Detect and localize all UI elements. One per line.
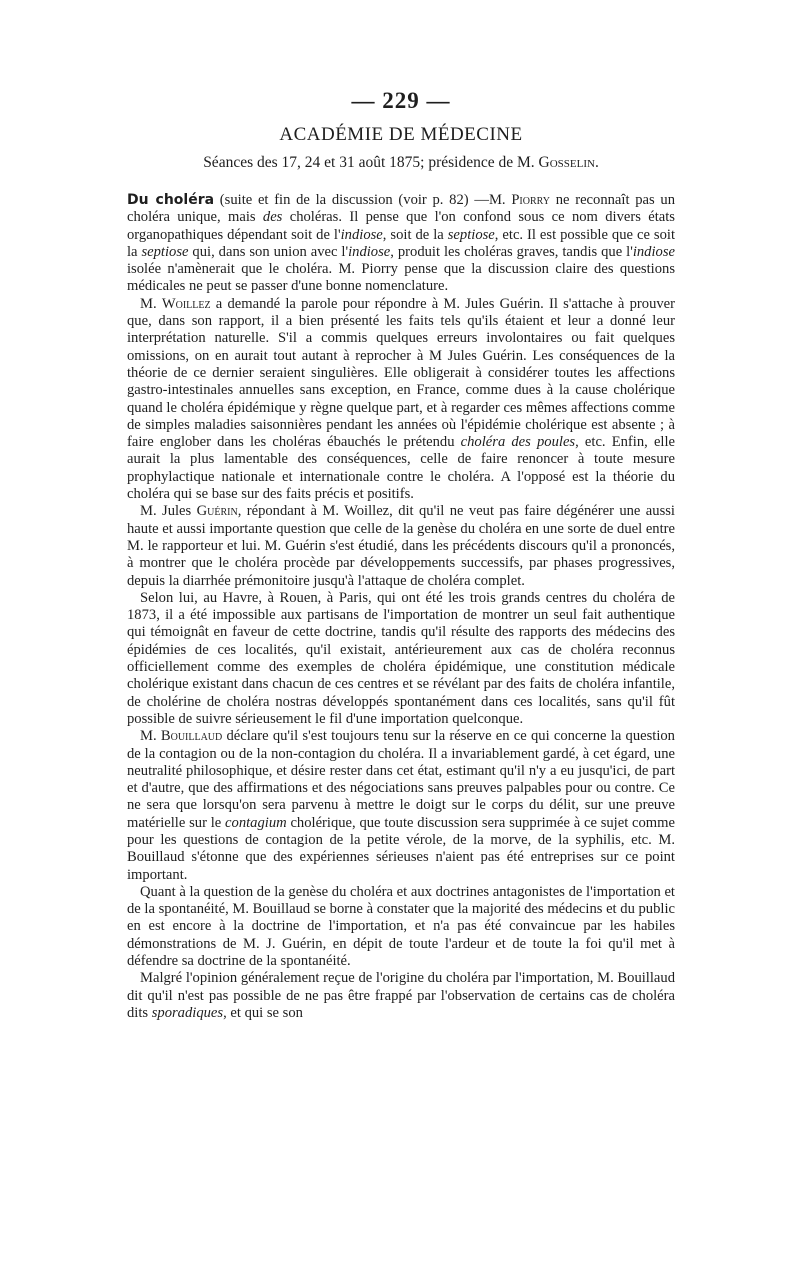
sessions-prefix: Séances des 17, 24 et 31 août 1875; présidence de M. [203,154,539,171]
italic-term: septiose [447,226,495,243]
text-run: M. [140,295,162,312]
text-run: , etc. Enfin, elle aurait la plus lamentable des conséquences, celle de faire renoncer à toute mesure prophylactique nationale et internationale contre le choléra. A l'opposé est la théorie du choléra qui se base sur des faits précis et positifs. [127,434,676,503]
paragraph-guerin [127,503,675,589]
speaker-name: Bouillaud [160,728,223,745]
italic-term: indiose [348,243,391,260]
text-run: isolée n'amènerait que le choléra. M. Piorry pense que la discussion claire des questions médicales ne peut se passer d'une bonne nomenclature. [127,261,675,295]
paragraph-genese: Quant à la question de la genèse du choléra et aux doctrines antagonistes de l'importation et de la spontanéité, M. Bouillaud se borne à constater que la majorité des médecins et du public en est encore à la doctrine de l'importation, et n'a pas été convaincue par les habiles démonstrations de M. J. Guérin, en dépit de toute l'ardeur et de toute la foi qu'il met à défendre sa doctrine de la spontanéité. [127,883,675,970]
sessions-suffix: . [594,154,599,171]
speaker-name: Piorry [511,192,550,208]
president-name: Gosselin [538,154,595,171]
italic-term: choléra des poules [460,434,576,451]
text-run: M. Jules [140,503,197,520]
text-run: ne reconnaît pas un choléra unique, mais [127,192,676,226]
text-run: qui, dans son union avec l' [188,243,349,260]
paragraph-bouillaud [127,728,675,884]
paragraph-guerin-continued: Selon lui, au Havre, à Rouen, à Paris, qui ont été les trois grands centres du choléra de 1873, il a été impossible aux partisans de l'importation de montrer un seul fait authentique qui témoignât en faveur de cette doctrine, tandis qu'il résulte des rapports des médecins des épidémies de ces localités, qu'il existait, antérieurement aux cas de choléra reconnus officiellement comme des exemples de choléra épidémique, une constitution médicale cholérique existant dans chacun de ces centres et se révélant par des faits de choléra infantile, de cholérine de choléra nostras développés spontanément dans ces localités, sans qu'il fût possible de suivre sérieusement le fil d'une importation quelconque. [127,589,675,727]
text-run: déclare qu'il s'est toujours tenu sur la réserve en ce qui concerne la question de la contagion ou de la non-contagion du choléra. Il a invariablement gardé, à cet égard, une neutralité philosophique, et désire rester dans cet état, estimant qu'il n'y a eu jusqu'ici, de part et d'autre, que des affirmations et des négociations sans preuves palpables pour ou contre. Ce ne sera que lorsqu'on sera parvenu à mettre le doigt sur le corps du délit, sur une preuve matérielle sur le [127,728,675,831]
text-run: cholérique, que toute discussion sera supprimée à ce sujet comme pour les questions de contagion de la petite vérole, de la morve, de la syphilis, etc. M. Bouillaud s'étonne que des expériennes sérieuses n'aient pas été entreprises sur ce point important. [127,814,675,883]
text-run: Malgré l'opinion généralement reçue de l'origine du choléra par l'importation, M. Bouillaud dit qu'il n'est pas possible de ne pas être frappé par l'observation de certains cas de choléra dits [127,970,675,1021]
section-title: ACADÉMIE DE MÉDECINE [279,124,523,145]
page-number: — 229 — [351,88,451,113]
italic-term: indiose [632,243,675,260]
speaker-name: Guérin [196,503,238,520]
article-lead-title: Du choléra [127,192,215,208]
text-run: , produit les choléras graves, tandis que l' [390,243,633,260]
text-run: , répondant à M. Woillez, dit qu'il ne veut pas faire dégénérer une aussi haute et aussi importante question que celle de la genèse du choléra en une sorte de duel entre M. le rapporteur et lui. M. Guérin s'est étudié, dans les précédents discours qu'il a prononcés, à montrer que le choléra procède par développements successifs, par phases progressives, depuis la diarrhée prémonitoire jusqu'à l'attaque de choléra complet. [127,503,675,589]
article-body [127,192,675,1022]
paragraph-sporadiques [127,970,675,1022]
sessions-line [127,154,675,172]
italic-term: indiose [340,226,383,243]
italic-term: contagium [225,814,287,831]
text-run: , et qui se son [223,1004,303,1021]
text-run: a demandé la parole pour répondre à M. Jules Guérin. Il s'attache à prouver que, dans son rapport, il a bien présenté les faits tels qu'ils étaient et leur a donné leur interprétation naturelle. S'il a commis quelques erreurs involontaires ou fait quelques omissions, on en aurait tout autant à reprocher à M Jules Guérin. Les conséquences de la théorie de ce dernier seraient singulières. Elle obligerait à considérer toutes les affections gastro-intestinales annuelles sans exception, en France, comme dues à la cause cholérique quand le choléra épidémique y règne quelque part, et à regarder ces mêmes affections comme de simples maladies saisonnières pendant les années où l'épidémie cholérique est absente ; à faire englober dans les choléras ébauchés le prétendu [127,295,675,451]
italic-term: septiose [141,243,189,260]
text-run: (suite et fin de la discussion (voir p. 82) —M. [214,192,512,208]
speaker-name: Woillez [161,295,211,312]
italic-term: sporadiques [151,1004,224,1021]
paragraph-piorry [127,192,675,296]
paragraph-woillez [127,296,675,504]
document-page [127,88,675,1022]
text-run: choléras. Il pense que l'on confond sous ce nom divers états organopathiques dépendant soit de l' [127,209,675,243]
italic-term: des [262,209,283,226]
text-run: , soit de la [382,226,448,243]
text-run: , etc. Il est possible que ce soit la [127,226,675,260]
text-run: M. [140,728,161,745]
